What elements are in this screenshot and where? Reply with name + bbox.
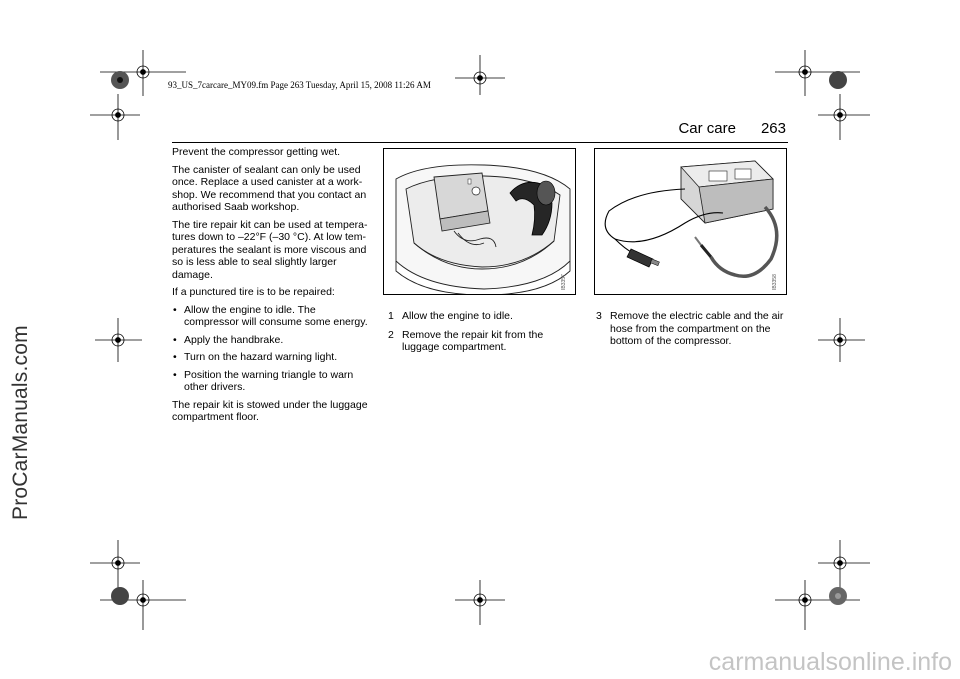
text-column-1 <box>172 146 368 429</box>
list-item: • Allow the engine to idle. The compressor will consume some energy. <box>172 304 368 329</box>
step-item <box>388 329 582 354</box>
page-number: 263 <box>760 120 786 137</box>
paragraph: The tire repair kit can be used at tempera-tures down to –22°F (–30 °C). At low tem-peratures the sealant is more viscous and so is less able to seal slightly larger damage. <box>172 218 368 281</box>
step-number: 1 <box>388 310 394 322</box>
page-header <box>172 120 788 143</box>
list-item: • Apply the handbrake. <box>172 334 368 347</box>
bullet-list <box>172 304 368 394</box>
luggage-compartment-illustration <box>384 149 576 295</box>
step-item <box>596 310 790 348</box>
figure-code: IB3358 <box>772 274 778 290</box>
section-title: Car care <box>678 120 736 137</box>
list-item: • Turn on the hazard warning light. <box>172 351 368 364</box>
figure-code: IB3357 <box>561 274 567 290</box>
figure-compressor <box>594 148 787 295</box>
steps-column-3 <box>596 310 790 354</box>
step-text: Remove the repair kit from the luggage compartment. <box>402 328 544 353</box>
file-info: 93_US_7carcare_MY09.fm Page 263 Tuesday, April 15, 2008 11:26 AM <box>168 80 431 90</box>
step-number: 3 <box>596 310 602 322</box>
paragraph: If a punctured tire is to be repaired: <box>172 286 335 298</box>
bottom-watermark: carmanualsonline.info <box>708 648 952 676</box>
paragraph: Prevent the compressor getting wet. <box>172 146 341 158</box>
step-item <box>388 310 582 323</box>
step-text: Remove the electric cable and the air hose from the compartment on the bottom of the compressor. <box>610 310 784 347</box>
step-text: Allow the engine to idle. <box>402 310 513 322</box>
paragraph: The canister of sealant can only be used once. Replace a used canister at a work-shop. We recommend that you contact an authorised Saab workshop. <box>172 163 367 213</box>
figure-luggage-compartment <box>383 148 576 295</box>
steps-column-2 <box>388 310 582 360</box>
step-number: 2 <box>388 328 394 341</box>
side-watermark: ProCarManuals.com <box>9 325 32 520</box>
list-item: • Position the warning triangle to warn other drivers. <box>172 369 368 394</box>
paragraph: The repair kit is stowed under the luggage compartment floor. <box>172 398 368 423</box>
compressor-illustration <box>595 149 787 295</box>
